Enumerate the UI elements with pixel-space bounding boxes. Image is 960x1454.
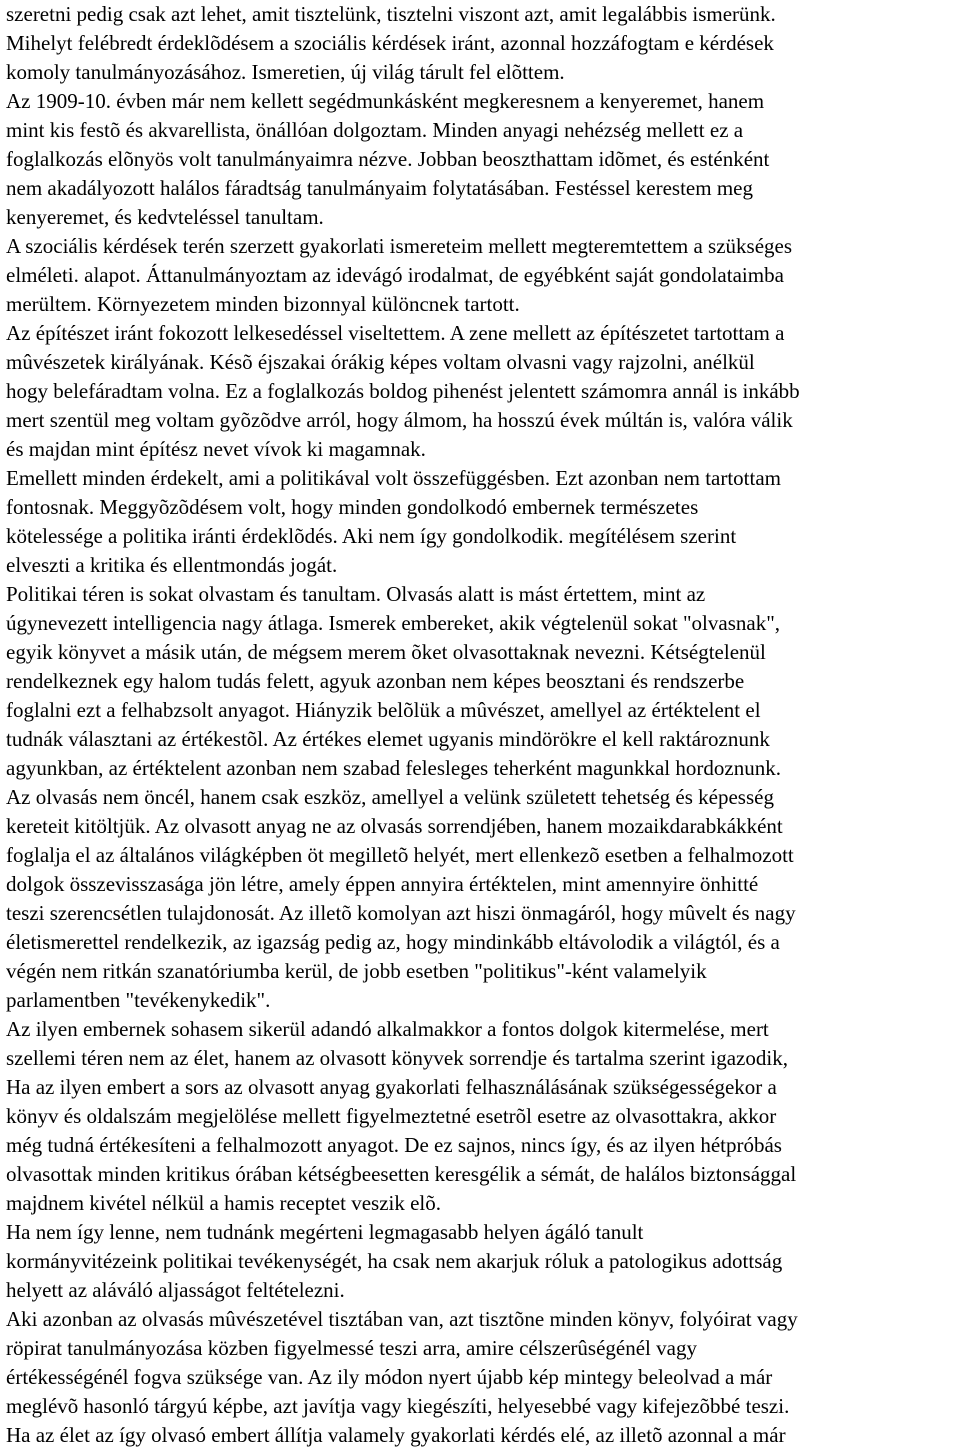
text-line: foglalkozás elõnyös volt tanulmányaimra nézve. Jobban beoszthattam idõmet, és esténként [6,147,770,171]
text-line: szeretni pedig csak azt lehet, amit tisztelünk, tisztelni viszont azt, amit legalábbis ismerünk. [6,2,776,26]
text-line: majdnem kivétel nélkül a hamis receptet veszik elõ. [6,1191,442,1215]
text-line: rendelkeznek egy halom tudás felett, agyuk azonban nem képes beosztani és rendszerbe [6,669,745,693]
text-line: Aki azonban az olvasás mûvészetével tisztában van, azt tisztõne minden könyv, folyóirat vagy [6,1307,798,1331]
text-line: mûvészetek királyának. Késõ éjszakai órákig képes voltam olvasni vagy rajzolni, anélkül [6,350,755,374]
text-line: foglalni ezt a felhabzsolt anyagot. Hiányzik belõlük a mûvészet, amellyel az értéktelent el [6,698,761,722]
text-line: elveszti a kritika és ellentmondás jogát. [6,553,338,577]
text-line: olvasottak minden kritikus órában kétségbeesetten keresgélik a sémát, de halálos biztonsággal [6,1162,797,1186]
text-line: röpirat tanulmányozása közben figyelmessé teszi arra, amire célszerûségénél vagy [6,1336,697,1360]
text-line: hogy belefáradtam volna. Ez a foglalkozás boldog pihenést jelentett számomra annál is inkább [6,379,800,403]
text-line: foglalja el az általános világképben öt megilletõ helyét, mert ellenkezõ esetben a felhalmozott [6,843,794,867]
text-line: Az olvasás nem öncél, hanem csak eszköz, amellyel a velünk született tehetség és képesség [6,785,774,809]
text-line: mint kis festõ és akvarellista, önállóan dolgoztam. Minden anyagi nehézség mellett ez a [6,118,744,142]
text-line: Emellett minden érdekelt, ami a politikával volt összefüggésben. Ezt azonban nem tartottam [6,466,782,490]
text-line: kenyeremet, és kedvteléssel tanultam. [6,205,324,229]
text-line: kereteit kitöltjük. Az olvasott anyag ne az olvasás sorrendjében, hanem mozaikdarabkákként [6,814,783,838]
text-line: Az ilyen embernek sohasem sikerül adandó alkalmakkor a fontos dolgok kitermelése, mert [6,1017,769,1041]
text-line: egyik könyvet a másik után, de mégsem merem õket olvasottaknak nevezni. Kétségtelenül [6,640,766,664]
document-page [6,0,956,1450]
text-line: dolgok összevisszasága jön létre, amely éppen annyira értéktelen, mint amennyire önhitté [6,872,759,896]
text-line: Az építészet iránt fokozott lelkesedéssel viseltettem. A zene mellett az építészetet tartottam a [6,321,785,345]
text-line: komoly tanulmányozásához. Ismeretien, új világ tárult fel elõttem. [6,60,565,84]
text-line: úgynevezett intelligencia nagy átlaga. Ismerek embereket, akik végtelenül sokat "olvasnak", [6,611,781,635]
text-line: és majdan mint építész nevet vívok ki magamnak. [6,437,426,461]
text-line: A szociális kérdések terén szerzett gyakorlati ismereteim mellett megteremtettem a szükséges [6,234,793,258]
text-line: szellemi téren nem az élet, hanem az olvasott könyvek sorrendje és tartalma szerint igazodik, [6,1046,788,1070]
text-line: könyv és oldalszám megjelölése mellett figyelmeztetné esetrõl esetre az olvasottakra, akkor [6,1104,777,1128]
text-line: fontosnak. Meggyõzõdésem volt, hogy minden gondolkodó embernek természetes [6,495,699,519]
text-line: életismerettel rendelkezik, az igazság pedig az, hogy mindinkább eltávolodik a világtól, és a [6,930,780,954]
text-line: parlamentben "tevékenykedik". [6,988,271,1012]
text-line: meglévõ hasonló tárgyú képbe, azt javítja vagy kiegészíti, helyesebbé vagy kifejezõbbé teszi. [6,1394,790,1418]
text-line: végén nem ritkán szanatóriumba kerül, de jobb esetben "politikus"-ként valamelyik [6,959,707,983]
text-line: agyunkban, az értéktelent azonban nem szabad felesleges teherként magunkkal hordoznunk. [6,756,781,780]
text-line: értékességénél fogva szüksége van. Az ily módon nyert újabb kép mintegy beleolvad a már [6,1365,773,1389]
text-line: Ha nem így lenne, nem tudnánk megérteni legmagasabb helyen ágáló tanult [6,1220,644,1244]
text-line: Politikai téren is sokat olvastam és tanultam. Olvasás alatt is mást értettem, mint az [6,582,706,606]
text-line: tudnák választani az értékestõl. Az értékes elemet ugyanis mindörökre el kell raktároznunk [6,727,770,751]
text-line: teszi szerencsétlen tulajdonosát. Az illetõ komolyan azt hiszi önmagáról, hogy mûvelt és nagy [6,901,796,925]
text-line: Ha az ilyen embert a sors az olvasott anyag gyakorlati felhasználásának szükségességekor a [6,1075,777,1099]
text-line: mert szentül meg voltam gyõzõdve arról, hogy álmom, ha hosszú évek múltán is, valóra válik [6,408,793,432]
text-line: nem akadályozott halálos fáradtság tanulmányaim folytatásában. Festéssel kerestem meg [6,176,753,200]
text-line: kötelessége a politika iránti érdeklõdés. Aki nem így gondolkodik. megítélésem szerint [6,524,737,548]
text-line: Mihelyt felébredt érdeklõdésem a szociális kérdések iránt, azonnal hozzáfogtam e kérdések [6,31,774,55]
text-line: elméleti. alapot. Áttanulmányoztam az idevágó irodalmat, de egyébként saját gondolataimba [6,263,784,287]
text-line: Az 1909-10. évben már nem kellett segédmunkásként megkeresnem a kenyeremet, hanem [6,89,765,113]
text-line: helyett az aláváló aljasságot feltételezni. [6,1278,345,1302]
text-line: Ha az élet az így olvasó embert állítja valamely gyakorlati kérdés elé, az illetõ azonnal a már [6,1423,786,1447]
text-line: merültem. Környezetem minden bizonnyal különcnek tartott. [6,292,520,316]
text-line: kormányvitézeink politikai tevékenységét, ha csak nem akarjuk róluk a patologikus adottság [6,1249,783,1273]
text-line: még tudná értékesíteni a felhalmozott anyagot. De ez sajnos, nincs így, és az ilyen hétpróbás [6,1133,782,1157]
